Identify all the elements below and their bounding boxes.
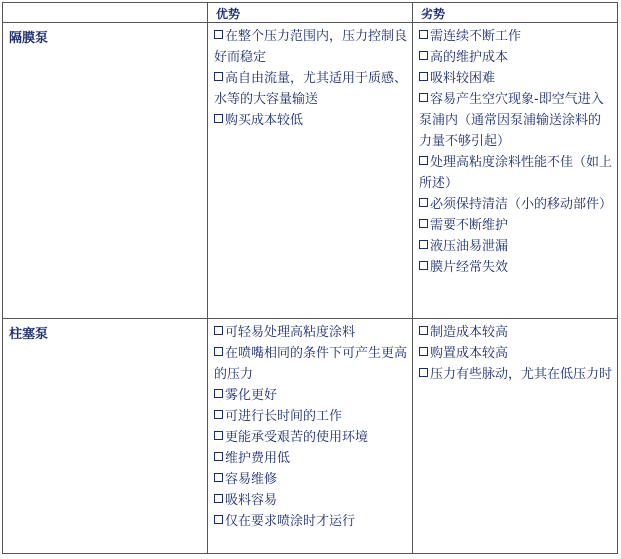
checkbox-bullet-icon bbox=[214, 30, 223, 39]
checkbox-bullet-icon bbox=[214, 389, 223, 398]
list-item: 液压油易泄漏 bbox=[419, 236, 613, 257]
list-item: 购置成本较高 bbox=[419, 343, 613, 364]
list-item: 可轻易处理高粘度涂料 bbox=[214, 322, 408, 343]
advantages-list bbox=[208, 23, 412, 131]
list-item: 更能承受艰苦的使用环境 bbox=[214, 427, 408, 448]
checkbox-bullet-icon bbox=[419, 72, 428, 81]
checkbox-bullet-icon bbox=[214, 410, 223, 419]
list-item: 需要不断维护 bbox=[419, 215, 613, 236]
checkbox-bullet-icon bbox=[419, 93, 428, 102]
checkbox-bullet-icon bbox=[419, 368, 428, 377]
list-item: 购买成本较低 bbox=[214, 110, 408, 131]
list-item: 在整个压力范围内，压力控制良好而稳定 bbox=[214, 29, 408, 65]
checkbox-bullet-icon bbox=[419, 261, 428, 270]
checkbox-bullet-icon bbox=[419, 219, 428, 228]
checkbox-bullet-icon bbox=[419, 198, 428, 207]
list-item: 膜片经常失效 bbox=[419, 257, 613, 278]
checkbox-bullet-icon bbox=[214, 347, 223, 356]
row-label-diaphragm-pump: 隔膜泵 bbox=[3, 23, 208, 319]
header-blank bbox=[3, 3, 208, 23]
disadvantages-list bbox=[413, 319, 617, 385]
header-disadvantages: 劣势 bbox=[413, 3, 618, 23]
header-row bbox=[3, 3, 618, 23]
list-item: 容易维修 bbox=[214, 469, 408, 490]
checkbox-bullet-icon bbox=[419, 51, 428, 60]
checkbox-bullet-icon bbox=[419, 347, 428, 356]
list-item: 在喷嘴相同的条件下可产生更高的压力 bbox=[214, 346, 408, 382]
table-row bbox=[3, 23, 618, 319]
list-item: 容易产生空穴现象-即空气进入泵浦内（通常因泵浦输送涂料的力量不够引起） bbox=[419, 92, 604, 149]
checkbox-bullet-icon bbox=[214, 494, 223, 503]
list-item: 可进行长时间的工作 bbox=[214, 406, 408, 427]
disadvantages-list bbox=[413, 23, 617, 278]
checkbox-bullet-icon bbox=[214, 326, 223, 335]
pump-comparison-table bbox=[2, 2, 618, 554]
checkbox-bullet-icon bbox=[214, 431, 223, 440]
advantages-cell bbox=[208, 319, 413, 554]
list-item: 高的维护成本 bbox=[419, 47, 613, 68]
table-row bbox=[3, 319, 618, 554]
checkbox-bullet-icon bbox=[419, 156, 428, 165]
row-label-piston-pump: 柱塞泵 bbox=[3, 319, 208, 554]
list-item: 高自由流量，尤其适用于质感、水等的大容量输送 bbox=[214, 71, 408, 107]
checkbox-bullet-icon bbox=[419, 326, 428, 335]
disadvantages-cell bbox=[413, 23, 618, 319]
advantages-list bbox=[208, 319, 412, 532]
list-item: 雾化更好 bbox=[214, 385, 408, 406]
list-item: 吸料容易 bbox=[214, 490, 408, 511]
list-item: 吸料较困难 bbox=[419, 68, 613, 89]
list-item: 需连续不断工作 bbox=[419, 26, 613, 47]
checkbox-bullet-icon bbox=[419, 30, 428, 39]
list-item: 仅在要求喷涂时才运行 bbox=[214, 511, 408, 532]
checkbox-bullet-icon bbox=[214, 515, 223, 524]
checkbox-bullet-icon bbox=[214, 72, 223, 81]
list-item: 必须保持清洁（小的移动部件） bbox=[419, 194, 613, 215]
checkbox-bullet-icon bbox=[214, 473, 223, 482]
disadvantages-cell bbox=[413, 319, 618, 554]
list-item: 压力有些脉动，尤其在低压力时 bbox=[419, 364, 613, 385]
checkbox-bullet-icon bbox=[419, 240, 428, 249]
list-item: 维护费用低 bbox=[214, 448, 408, 469]
list-item: 制造成本较高 bbox=[419, 322, 613, 343]
checkbox-bullet-icon bbox=[214, 452, 223, 461]
list-item: 处理高粘度涂料性能不佳（如上所述） bbox=[419, 155, 613, 191]
checkbox-bullet-icon bbox=[214, 114, 223, 123]
advantages-cell bbox=[208, 23, 413, 319]
header-advantages: 优势 bbox=[208, 3, 413, 23]
